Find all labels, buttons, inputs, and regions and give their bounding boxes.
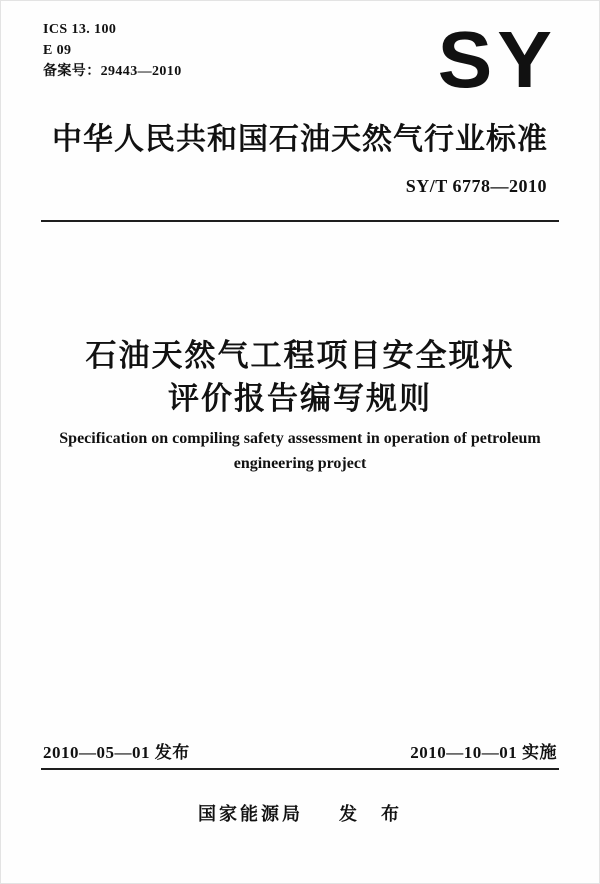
- record-number: 备案号：29443—2010: [43, 64, 182, 79]
- date-row: [43, 738, 557, 763]
- ics-code: ICS 13. 100: [43, 22, 117, 37]
- document-title-cn-line1: 石油天然气工程项目安全现状: [85, 338, 515, 373]
- standard-number: SY/T 6778—2010: [405, 176, 547, 196]
- header-divider: [41, 220, 559, 222]
- publish-label: 发 布: [339, 804, 402, 824]
- document-title-cn: [1, 334, 599, 420]
- standard-category-title: 中华人民共和国石油天然气行业标准: [52, 123, 548, 156]
- classification-block: [43, 19, 182, 82]
- document-title-en: [1, 426, 599, 476]
- document-title-cn-line2: 评价报告编写规则: [168, 381, 432, 416]
- sy-logo: SY: [437, 16, 557, 105]
- document-title-en-line2: engineering project: [233, 455, 367, 472]
- doc-class-code: E 09: [43, 43, 72, 58]
- footer-divider: [41, 768, 559, 770]
- publisher-name: 国家能源局: [197, 804, 303, 824]
- issue-date: 2010—05—01 发布: [43, 743, 190, 762]
- publisher-row: [1, 800, 599, 826]
- implementation-date: 2010—10—01 实施: [410, 743, 557, 762]
- document-title-en-line1: Specification on compiling safety assessment in operation of petroleum: [59, 430, 541, 447]
